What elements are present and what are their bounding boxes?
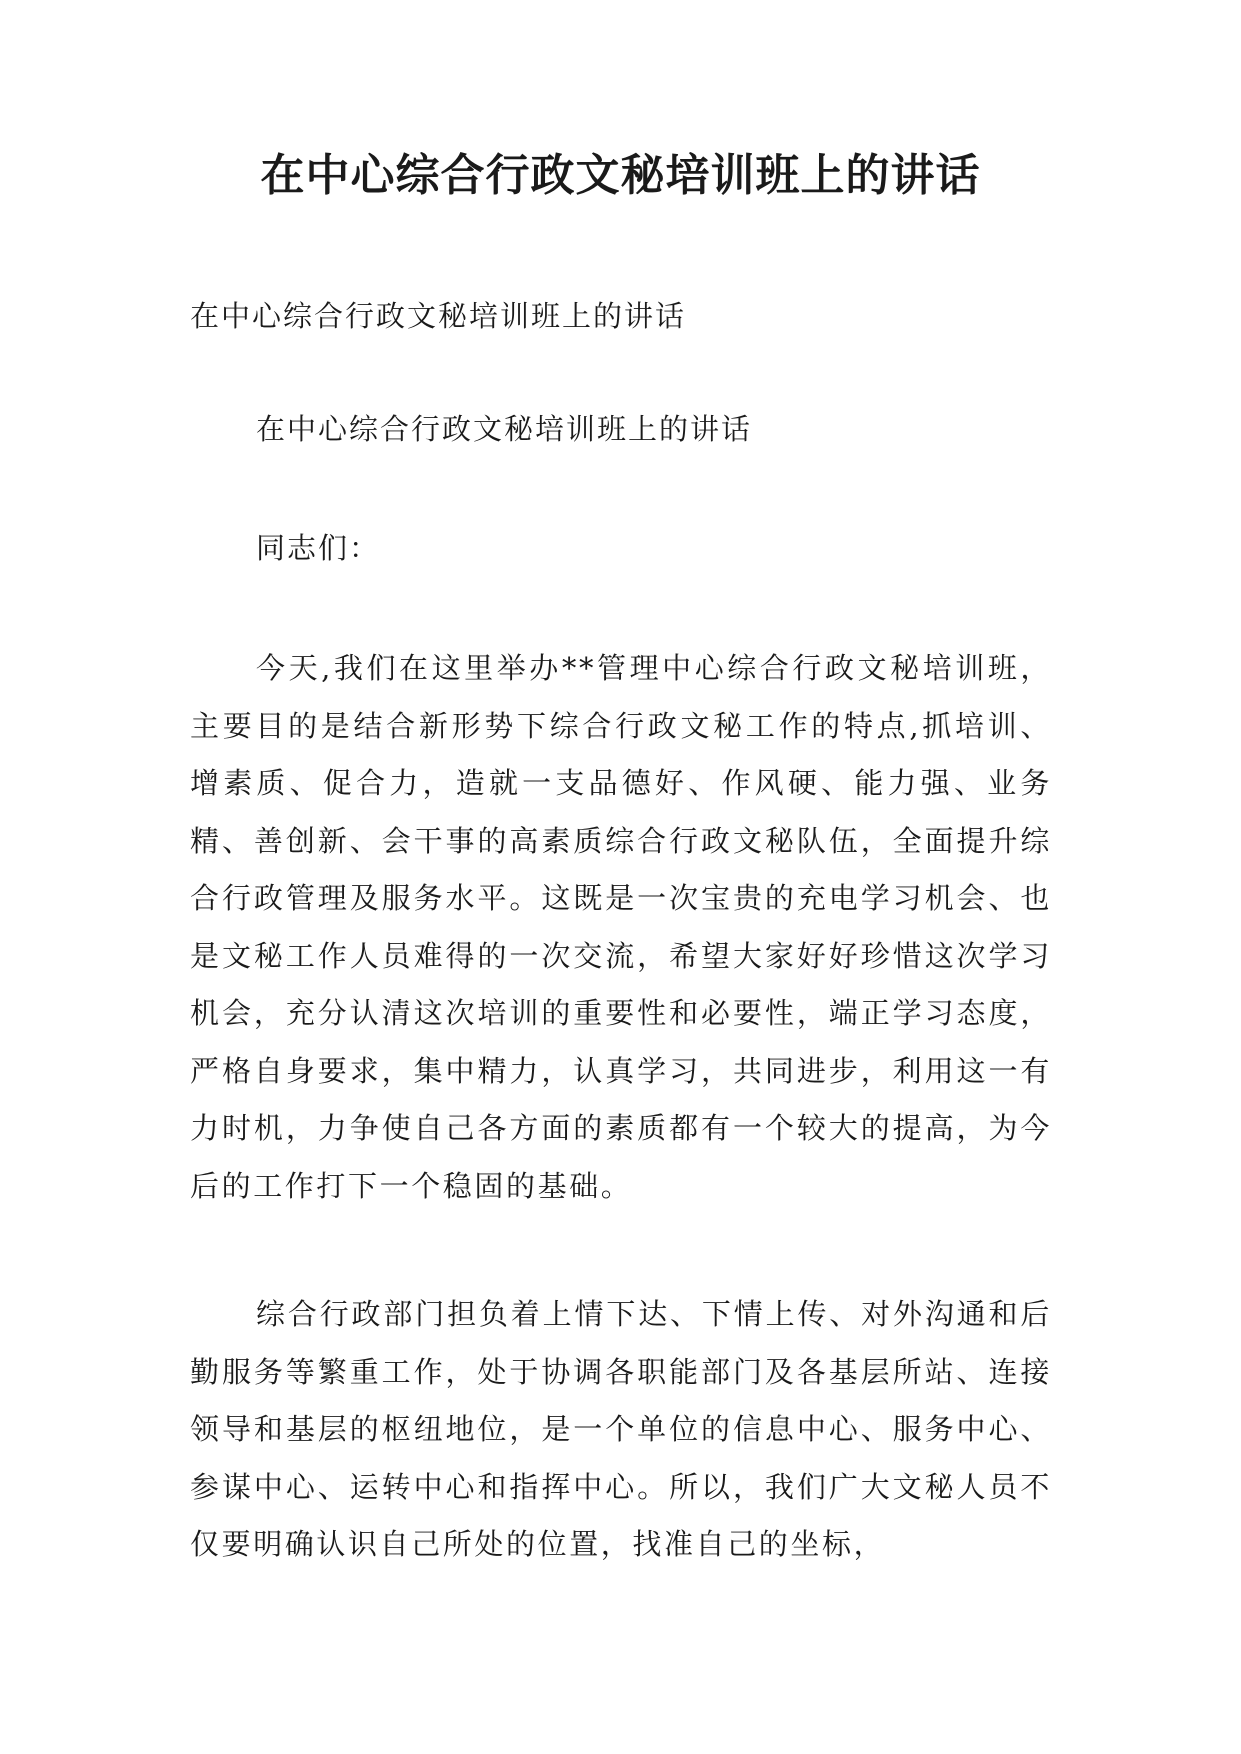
speech-heading: 在中心综合行政文秘培训班上的讲话 — [256, 412, 753, 446]
paragraph-1: 今天,我们在这里举办**管理中心综合行政文秘培训班，主要目的是结合新形势下综合行政文秘工作的特点,抓培训、增素质、促合力，造就一支品德好、作风硬、能力强、业务精、善创新、会干事的高素质综合行政文秘队伍，全面提升综合行政管理及服务水平。这既是一次宝贵的充电学习机会、也是文秘工作人员难得的一次交流，希望大家好好珍惜这次学习机会，充分认清这次培训的重要性和必要性，端正学习态度，严格自身要求，集中精力，认真学习，共同进步，利用这一有力时机，力争使自己各方面的素质都有一个较大的提高，为今后的工作打下一个稳固的基础。 — [190, 651, 1052, 1203]
paragraph-2: 综合行政部门担负着上情下达、下情上传、对外沟通和后勤服务等繁重工作，处于协调各职能部门及各基层所站、连接领导和基层的枢纽地位，是一个单位的信息中心、服务中心、参谋中心、运转中心和指挥中心。所以，我们广大文秘人员不仅要明确认识自己所处的位置，找准自己的坐标， — [190, 1297, 1052, 1561]
document-title: 在中心综合行政文秘培训班上的讲话 — [260, 150, 981, 201]
document-subtitle: 在中心综合行政文秘培训班上的讲话 — [190, 299, 687, 333]
greeting: 同志们： — [256, 531, 381, 565]
